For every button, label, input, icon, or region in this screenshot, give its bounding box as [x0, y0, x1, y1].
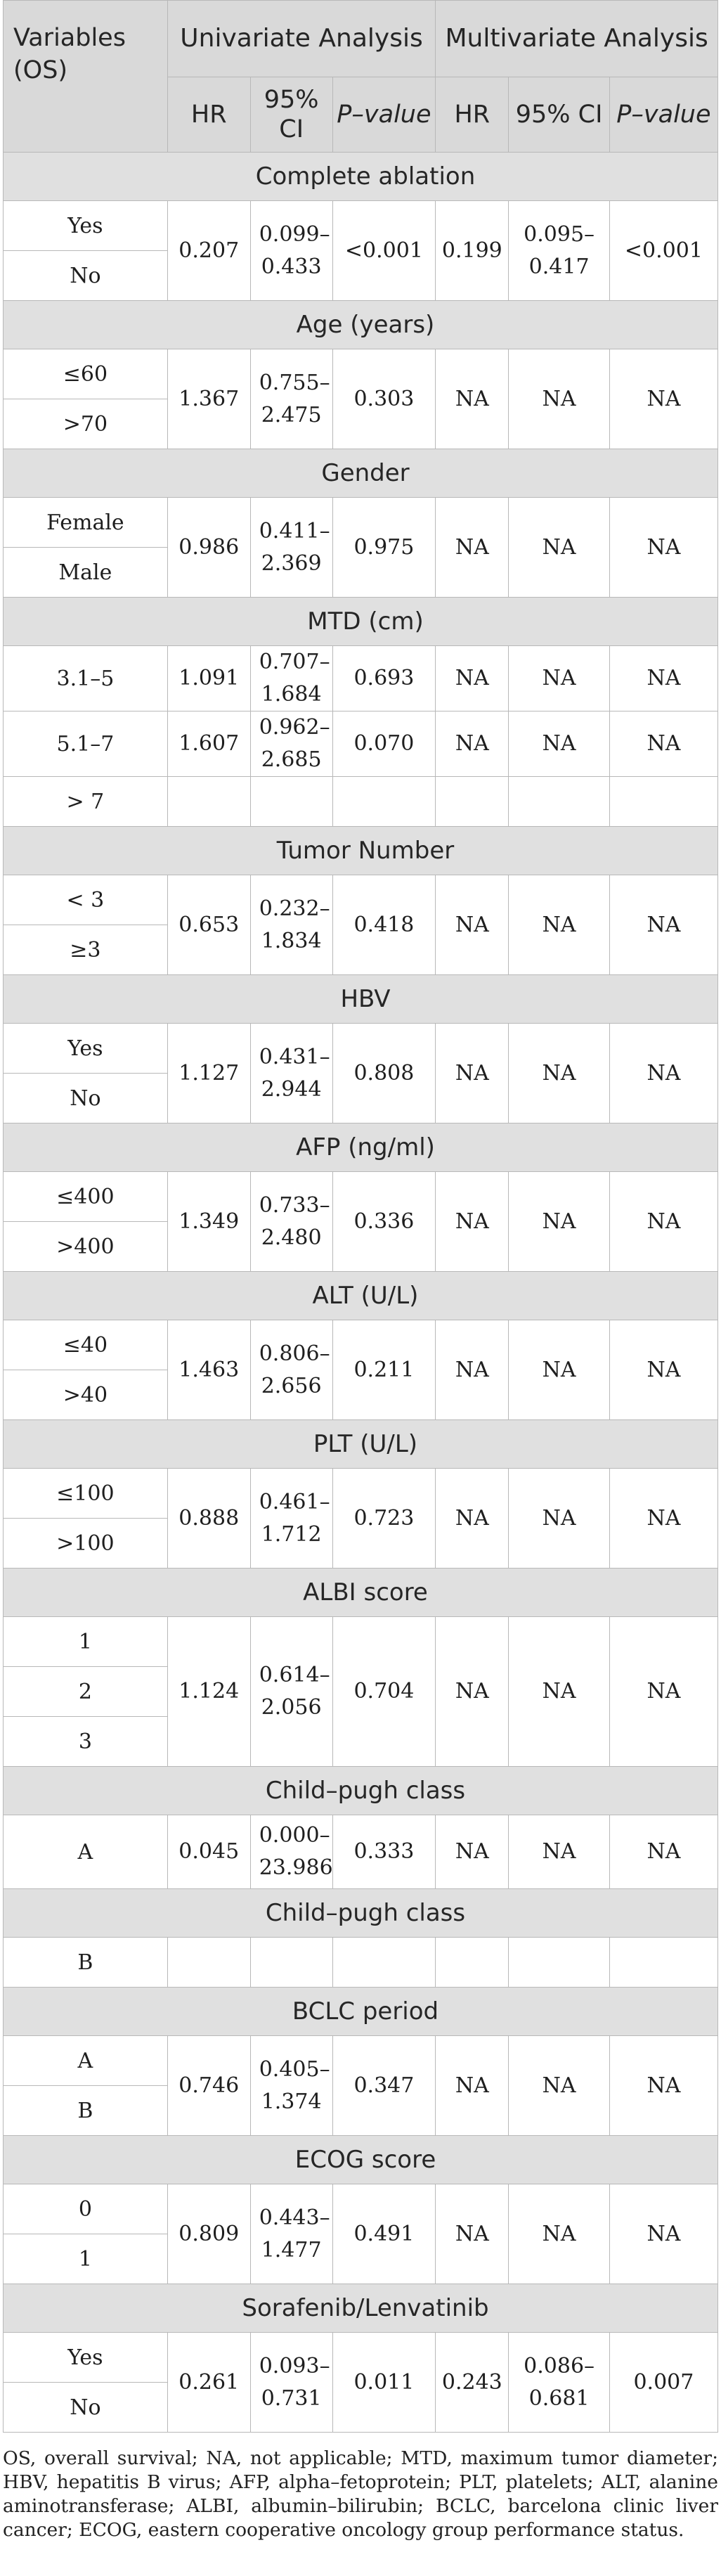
uni-hr-cell: 0.986 [167, 498, 250, 598]
section-title: AFP (ng/ml) [4, 1123, 718, 1172]
multi-ci-cell [509, 1938, 609, 1988]
uni-p-cell: 0.333 [332, 1815, 436, 1889]
section-title: ALT (U/L) [4, 1272, 718, 1320]
table-row [4, 1617, 718, 1667]
level-label: A [4, 2036, 168, 2086]
multi-hr-cell: NA [436, 349, 509, 449]
multi-hr-cell: NA [436, 1469, 509, 1569]
multi-hr-cell: NA [436, 498, 509, 598]
uni-hr-cell: 0.207 [167, 201, 250, 301]
level-label: ≤100 [4, 1469, 168, 1519]
level-label: Yes [4, 201, 168, 251]
table-row [4, 1815, 718, 1889]
level-label: No [4, 2383, 168, 2433]
uni-ci-cell: 0.806–2.656 [250, 1320, 332, 1420]
header-multi-p: P–value [609, 77, 717, 153]
uni-p-cell: 0.693 [332, 646, 436, 711]
section-row [4, 1988, 718, 2036]
level-label: ≤60 [4, 349, 168, 399]
multi-ci-cell: NA [509, 1815, 609, 1889]
table-row [4, 711, 718, 777]
section-title: ALBI score [4, 1569, 718, 1617]
uni-hr-cell: 1.463 [167, 1320, 250, 1420]
section-row [4, 1889, 718, 1938]
level-label: > 7 [4, 777, 168, 827]
multi-hr-cell: NA [436, 1172, 509, 1272]
multi-ci-cell: NA [509, 1172, 609, 1272]
multi-hr-cell [436, 1938, 509, 1988]
header-uni-ci: 95% CI [250, 77, 332, 153]
multi-p-cell: NA [609, 349, 717, 449]
level-label: Yes [4, 1024, 168, 1074]
section-title: PLT (U/L) [4, 1420, 718, 1469]
multi-ci-cell: NA [509, 2036, 609, 2136]
multi-hr-cell: 0.199 [436, 201, 509, 301]
multi-ci-cell: 0.086–0.681 [509, 2333, 609, 2433]
section-row [4, 1767, 718, 1815]
uni-hr-cell [167, 777, 250, 827]
uni-ci-cell: 0.733–2.480 [250, 1172, 332, 1272]
multi-hr-cell: NA [436, 1617, 509, 1767]
multi-hr-cell: NA [436, 875, 509, 975]
uni-p-cell: 0.211 [332, 1320, 436, 1420]
uni-hr-cell: 1.091 [167, 646, 250, 711]
multi-ci-cell: NA [509, 1024, 609, 1123]
table-row [4, 777, 718, 827]
level-label: ≤40 [4, 1320, 168, 1370]
uni-hr-cell: 1.127 [167, 1024, 250, 1123]
level-label: 0 [4, 2184, 168, 2234]
level-label: 1 [4, 1617, 168, 1667]
level-label: 3.1–5 [4, 646, 168, 711]
multi-p-cell: NA [609, 2036, 717, 2136]
level-label: >100 [4, 1519, 168, 1569]
multi-ci-cell: NA [509, 1617, 609, 1767]
header-univariate: Univariate Analysis [167, 1, 435, 77]
level-label: 2 [4, 1667, 168, 1717]
uni-p-cell: 0.723 [332, 1469, 436, 1569]
table-footnote: OS, overall survival; NA, not applicable; MTD, maximum tumor diameter; HBV, hepatitis B virus; AFP, alpha–fetoprotein; PLT, platelets; ALT, alanine aminotransferase; ALBI, albumin–bilirubin; BCLC, barcelona clinic liver cancer; ECOG, eastern cooperative oncology group performance status. [3, 2447, 718, 2541]
section-row [4, 1420, 718, 1469]
uni-p-cell: 0.975 [332, 498, 436, 598]
level-label: >400 [4, 1222, 168, 1272]
multi-ci-cell: NA [509, 711, 609, 777]
uni-hr-cell: 0.261 [167, 2333, 250, 2433]
table-row [4, 1469, 718, 1519]
table-row [4, 646, 718, 711]
multi-ci-cell: NA [509, 646, 609, 711]
section-title: Age (years) [4, 301, 718, 349]
uni-p-cell: 0.704 [332, 1617, 436, 1767]
header-multi-hr: HR [436, 77, 509, 153]
uni-p-cell: 0.336 [332, 1172, 436, 1272]
multi-ci-cell [509, 777, 609, 827]
multi-hr-cell: NA [436, 1815, 509, 1889]
uni-ci-cell: 0.099–0.433 [250, 201, 332, 301]
uni-hr-cell [167, 1938, 250, 1988]
uni-ci-cell: 0.093–0.731 [250, 2333, 332, 2433]
table-row [4, 498, 718, 548]
multi-ci-cell: NA [509, 2184, 609, 2284]
uni-ci-cell: 0.405–1.374 [250, 2036, 332, 2136]
uni-ci-cell: 0.755–2.475 [250, 349, 332, 449]
uni-ci-cell: 0.707–1.684 [250, 646, 332, 711]
uni-ci-cell: 0.443–1.477 [250, 2184, 332, 2284]
uni-hr-cell: 0.045 [167, 1815, 250, 1889]
table-body [4, 153, 718, 2433]
uni-p-cell [332, 777, 436, 827]
table-row [4, 1938, 718, 1988]
multi-p-cell: NA [609, 1024, 717, 1123]
level-label: >70 [4, 399, 168, 449]
uni-p-cell: 0.011 [332, 2333, 436, 2433]
multi-hr-cell: NA [436, 2184, 509, 2284]
multi-p-cell [609, 1938, 717, 1988]
section-row [4, 827, 718, 875]
multi-p-cell: NA [609, 1815, 717, 1889]
table-row [4, 2184, 718, 2234]
multi-p-cell: NA [609, 1172, 717, 1272]
uni-p-cell: 0.303 [332, 349, 436, 449]
section-row [4, 598, 718, 646]
multi-p-cell: NA [609, 711, 717, 777]
section-row [4, 449, 718, 498]
uni-hr-cell: 0.746 [167, 2036, 250, 2136]
level-label: ≤400 [4, 1172, 168, 1222]
uni-ci-cell: 0.962–2.685 [250, 711, 332, 777]
header-multivariate: Multivariate Analysis [436, 1, 718, 77]
multi-hr-cell: NA [436, 646, 509, 711]
multi-p-cell: 0.007 [609, 2333, 717, 2433]
multi-ci-cell: NA [509, 498, 609, 598]
uni-ci-cell: 0.232–1.834 [250, 875, 332, 975]
uni-ci-cell: 0.000–23.986 [250, 1815, 332, 1889]
table-row [4, 201, 718, 251]
section-title: MTD (cm) [4, 598, 718, 646]
multi-p-cell: NA [609, 1469, 717, 1569]
uni-hr-cell: 1.124 [167, 1617, 250, 1767]
table-row [4, 349, 718, 399]
table-header [4, 1, 718, 153]
multi-hr-cell: 0.243 [436, 2333, 509, 2433]
section-row [4, 2136, 718, 2184]
section-row [4, 2284, 718, 2333]
uni-ci-cell: 0.461–1.712 [250, 1469, 332, 1569]
uni-ci-cell: 0.431–2.944 [250, 1024, 332, 1123]
section-title: BCLC period [4, 1988, 718, 2036]
level-label: B [4, 1938, 168, 1988]
level-label: Male [4, 548, 168, 598]
section-title: Gender [4, 449, 718, 498]
level-label: 5.1–7 [4, 711, 168, 777]
multi-p-cell: NA [609, 646, 717, 711]
header-uni-hr: HR [167, 77, 250, 153]
section-title: Tumor Number [4, 827, 718, 875]
multi-ci-cell: 0.095–0.417 [509, 201, 609, 301]
level-label: A [4, 1815, 168, 1889]
uni-ci-cell [250, 1938, 332, 1988]
uni-p-cell: <0.001 [332, 201, 436, 301]
table-row [4, 2036, 718, 2086]
section-title: Child–pugh class [4, 1767, 718, 1815]
section-title: ECOG score [4, 2136, 718, 2184]
multi-p-cell [609, 777, 717, 827]
level-label: 1 [4, 2234, 168, 2284]
multi-hr-cell: NA [436, 1024, 509, 1123]
level-label: B [4, 2086, 168, 2136]
multi-p-cell: <0.001 [609, 201, 717, 301]
level-label: No [4, 1074, 168, 1123]
uni-hr-cell: 0.809 [167, 2184, 250, 2284]
uni-hr-cell: 1.607 [167, 711, 250, 777]
uni-ci-cell [250, 777, 332, 827]
level-label: No [4, 251, 168, 301]
uni-hr-cell: 0.888 [167, 1469, 250, 1569]
uni-p-cell: 0.808 [332, 1024, 436, 1123]
uni-hr-cell: 1.349 [167, 1172, 250, 1272]
level-label: Female [4, 498, 168, 548]
uni-p-cell: 0.418 [332, 875, 436, 975]
header-uni-p: P–value [332, 77, 436, 153]
multi-hr-cell: NA [436, 2036, 509, 2136]
table-row [4, 1024, 718, 1074]
level-label: ≥3 [4, 925, 168, 975]
section-title: Child–pugh class [4, 1889, 718, 1938]
uni-hr-cell: 1.367 [167, 349, 250, 449]
table-row [4, 875, 718, 925]
table-row [4, 1320, 718, 1370]
multi-p-cell: NA [609, 1617, 717, 1767]
multi-ci-cell: NA [509, 1469, 609, 1569]
section-row [4, 301, 718, 349]
multi-hr-cell: NA [436, 711, 509, 777]
multi-p-cell: NA [609, 498, 717, 598]
multi-ci-cell: NA [509, 1320, 609, 1420]
uni-p-cell: 0.070 [332, 711, 436, 777]
uni-ci-cell: 0.614–2.056 [250, 1617, 332, 1767]
section-title: Sorafenib/Lenvatinib [4, 2284, 718, 2333]
section-row [4, 1123, 718, 1172]
section-row [4, 1569, 718, 1617]
uni-hr-cell: 0.653 [167, 875, 250, 975]
multi-ci-cell: NA [509, 349, 609, 449]
uni-p-cell: 0.491 [332, 2184, 436, 2284]
cox-regression-table [3, 0, 718, 2433]
section-row [4, 153, 718, 201]
table-row [4, 2333, 718, 2383]
table-row [4, 1172, 718, 1222]
uni-p-cell: 0.347 [332, 2036, 436, 2136]
header-variables: Variables (OS) [4, 1, 168, 153]
uni-ci-cell: 0.411–2.369 [250, 498, 332, 598]
section-row [4, 975, 718, 1024]
multi-hr-cell: NA [436, 1320, 509, 1420]
multi-p-cell: NA [609, 2184, 717, 2284]
section-title: HBV [4, 975, 718, 1024]
multi-hr-cell [436, 777, 509, 827]
level-label: < 3 [4, 875, 168, 925]
multi-ci-cell: NA [509, 875, 609, 975]
multi-p-cell: NA [609, 1320, 717, 1420]
section-row [4, 1272, 718, 1320]
section-title: Complete ablation [4, 153, 718, 201]
header-multi-ci: 95% CI [509, 77, 609, 153]
uni-p-cell [332, 1938, 436, 1988]
level-label: Yes [4, 2333, 168, 2383]
level-label: 3 [4, 1717, 168, 1767]
multi-p-cell: NA [609, 875, 717, 975]
level-label: >40 [4, 1370, 168, 1420]
